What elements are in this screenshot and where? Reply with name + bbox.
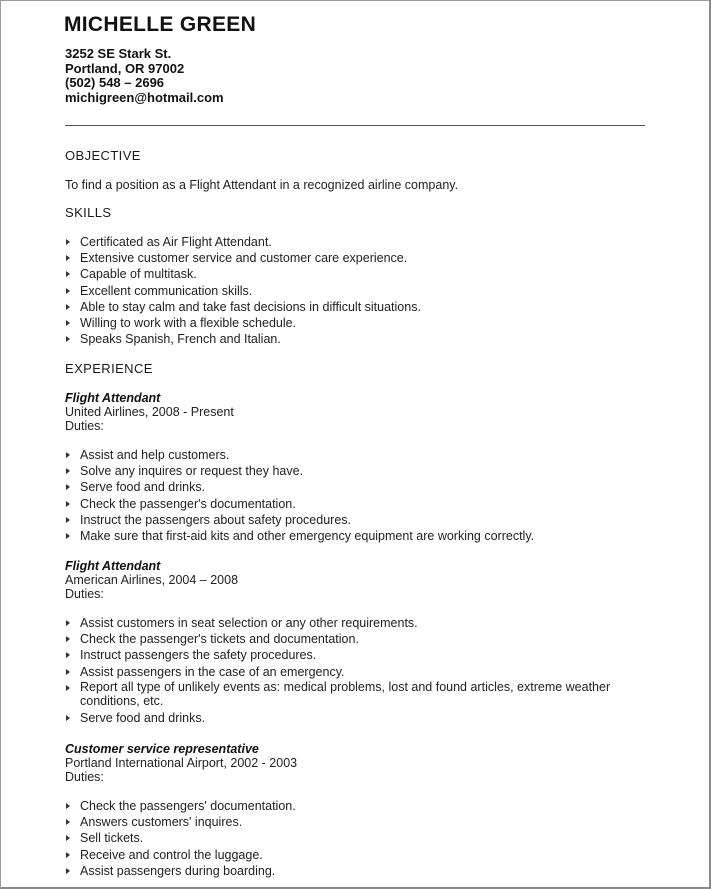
address-line-2: Portland, OR 97002 [65, 60, 185, 76]
duties-label: Duties: [65, 419, 104, 433]
duty-item: Instruct passengers the safety procedures. [65, 647, 640, 663]
skill-item: Extensive customer service and customer care experience. [65, 250, 655, 266]
skill-item: Certificated as Air Flight Attendant. [65, 234, 655, 250]
candidate-name: MICHELLE GREEN [64, 13, 257, 36]
duty-item: Assist passengers during boarding. [65, 863, 655, 879]
duty-item: Make sure that first-aid kits and other emergency equipment are working correctly. [65, 528, 655, 544]
job-company: American Airlines, 2004 – 2008 [65, 573, 239, 587]
duty-item: Sell tickets. [65, 830, 655, 846]
job-company: United Airlines, 2008 - Present [65, 405, 234, 419]
duty-item: Solve any inquires or request they have. [65, 463, 655, 479]
skills-list [65, 234, 655, 347]
email-address: michigreen@hotmail.com [65, 89, 224, 105]
duty-item: Check the passenger's documentation. [65, 496, 655, 512]
duty-item: Assist and help customers. [65, 447, 655, 463]
experience-heading: EXPERIENCE [65, 361, 153, 376]
header-divider [65, 125, 645, 126]
duty-item: Check the passengers' documentation. [65, 798, 655, 814]
contact-block [65, 47, 224, 105]
job-duties-list [65, 798, 655, 879]
duties-label: Duties: [65, 587, 104, 601]
job-company: Portland International Airport, 2002 - 2003 [65, 756, 298, 770]
duty-item: Answers customers' inquires. [65, 814, 655, 830]
duty-item: Serve food and drinks. [65, 710, 640, 726]
duty-item: Assist customers in seat selection or any other requirements. [65, 615, 640, 631]
job-title: Customer service representative [65, 742, 259, 756]
duty-item: Instruct the passengers about safety procedures. [65, 512, 655, 528]
objective-text: To find a position as a Flight Attendant in a recognized airline company. [65, 178, 459, 192]
job-duties-list [65, 615, 640, 726]
phone-number: (502) 548 – 2696 [65, 75, 165, 90]
skill-item: Willing to work with a flexible schedule. [65, 315, 655, 331]
duty-item: Serve food and drinks. [65, 479, 655, 495]
skills-heading: SKILLS [65, 205, 112, 220]
skill-item: Excellent communication skills. [65, 283, 655, 299]
duties-label: Duties: [65, 770, 104, 784]
duty-item: Report all type of unlikely events as: medical problems, lost and found articles, extreme weather conditions, etc. [65, 680, 640, 710]
job-title: Flight Attendant [65, 391, 161, 405]
job-duties-list [65, 447, 655, 544]
skill-item: Speaks Spanish, French and Italian. [65, 331, 655, 347]
duty-item: Check the passenger's tickets and documentation. [65, 631, 640, 647]
objective-heading: OBJECTIVE [65, 148, 141, 163]
skill-item: Able to stay calm and take fast decisions in difficult situations. [65, 299, 655, 315]
duty-item: Receive and control the luggage. [65, 847, 655, 863]
skill-item: Capable of multitask. [65, 266, 655, 282]
job-title: Flight Attendant [65, 559, 161, 573]
address-line-1: 3252 SE Stark St. [65, 46, 172, 61]
duty-item: Assist passengers in the case of an emergency. [65, 664, 640, 680]
